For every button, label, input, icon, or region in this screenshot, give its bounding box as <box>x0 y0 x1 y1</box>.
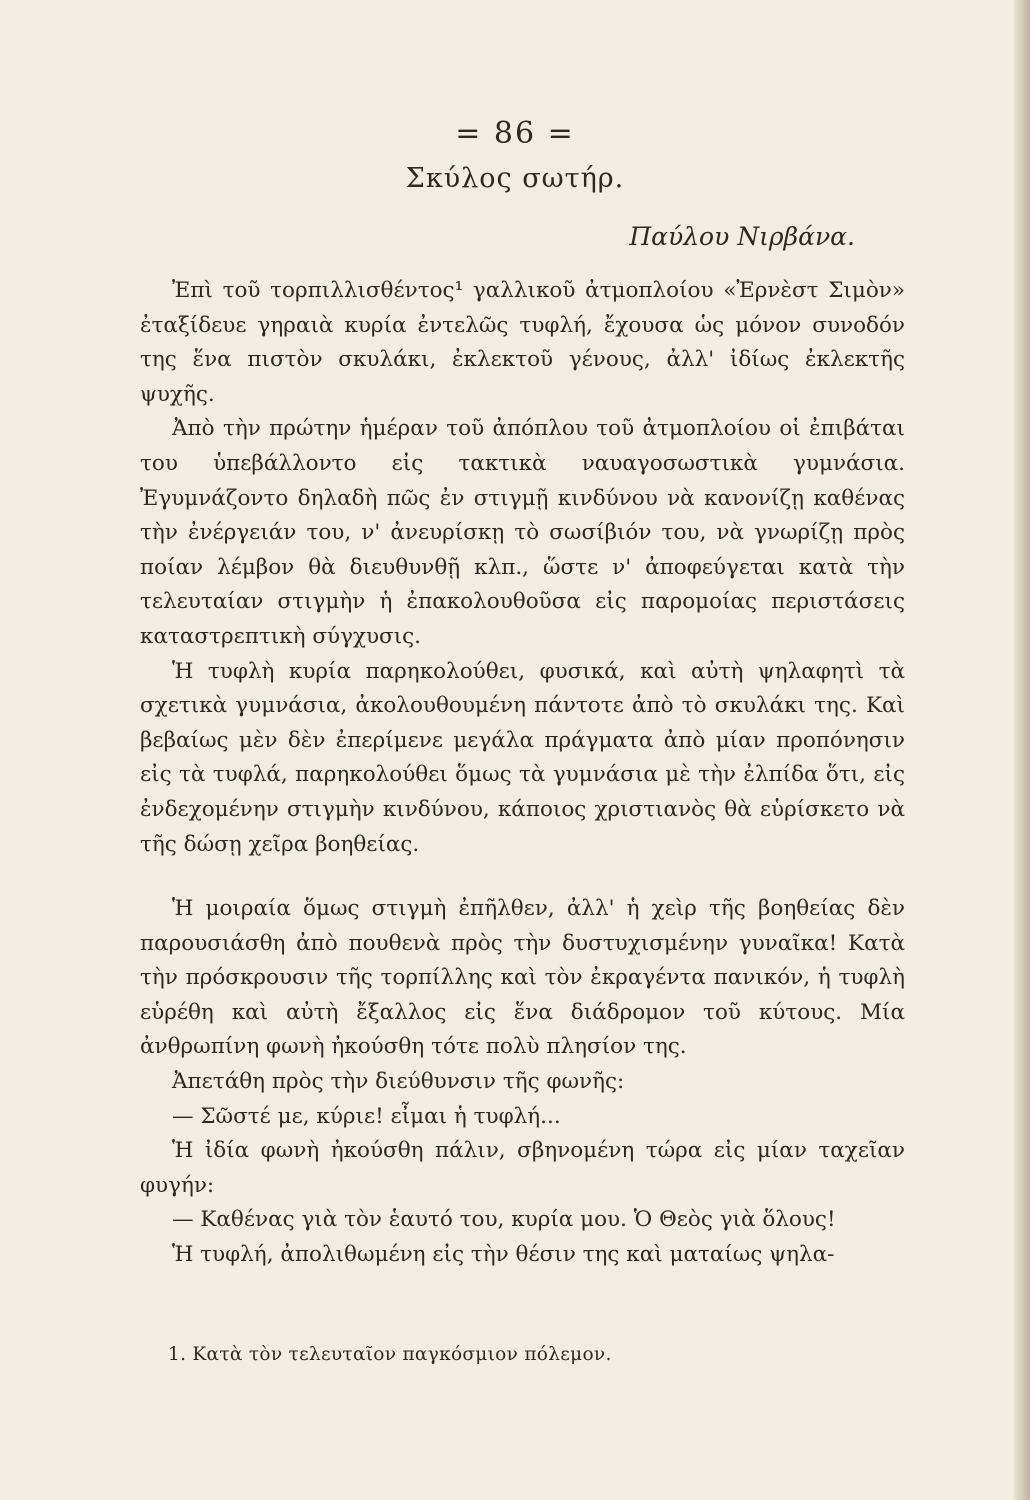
paragraph: Ἡ τυφλή, ἀπολιθωμένη εἰς τὴν θέσιν της καὶ ματαίως ψηλα- <box>172 1242 835 1268</box>
story-title: Σκύλος σωτήρ. <box>405 163 625 194</box>
dialogue-line: — Καθένας γιὰ τὸν ἑαυτό του, κυρία μου. Ὁ Θεὸς γιὰ ὅλους! <box>172 1207 836 1233</box>
dialogue-line: — Σῶστέ με, κύριε! εἶμαι ἡ τυφλή... <box>172 1103 561 1129</box>
page-number: = 86 = <box>455 116 575 151</box>
paragraph: Ἐπὶ τοῦ τορπιλλισθέντος¹ γαλλικοῦ ἀτμοπλοίου «Ἐρνὲστ Σιμὸν» ἐταξίδευε γηραιὰ κυρία ἐντελῶς τυφλή, ἔχουσα ὡς μόνον συνοδόν της ἕνα πιστὸν σκυλάκι, ἐκλεκτοῦ γένους, ἀλλ' ἰδίως ἐκλεκτῆς ψυχῆς. <box>140 278 905 407</box>
story-body <box>140 274 905 1273</box>
author-name: Παύλου Νιρβάνα. <box>629 222 855 251</box>
paragraph: Ἀπετάθη πρὸς τὴν διεύθυνσιν τῆς φωνῆς: <box>172 1069 625 1095</box>
page-binding-edge <box>1014 0 1030 1500</box>
paragraph: Ἀπὸ τὴν πρώτην ἡμέραν τοῦ ἀπόπλου τοῦ ἀτμοπλοίου οἱ ἐπιβάται του ὑπεβάλλοντο εἰς τακτικὰ ναυαγοσωστικὰ γυμνάσια. Ἐγυμνάζοντο δηλαδὴ πῶς ἐν στιγμῇ κινδύνου νὰ κανονίζῃ καθένας τὴν ἐνέργειάν του, ν' ἀνευρίσκῃ τὸ σωσίβιόν του, νὰ γνωρίζῃ πρὸς ποίαν λέμβον θὰ διευθυνθῇ κλπ., ὥστε ν' ἀποφεύγεται κατὰ τὴν τελευταίαν στιγμὴν ἡ ἐπακολουθοῦσα εἰς παρομοίας περιστάσεις καταστρεπτικὴ σύγχυσις. <box>140 416 905 649</box>
paragraph: Ἡ μοιραία ὅμως στιγμὴ ἐπῆλθεν, ἀλλ' ἡ χεὶρ τῆς βοηθείας δὲν παρουσιάσθη ἀπὸ πουθενὰ πρὸς τὴν δυστυχισμένην γυναῖκα! Κατὰ τὴν πρόσκρουσιν τῆς τορπίλλης καὶ τὸν ἐκραγέντα πανικόν, ἡ τυφλὴ εὑρέθη καὶ αὐτὴ ἔξαλλος εἰς ἕνα διάδρομον τοῦ κύτους. Μία ἀνθρωπίνη φωνὴ ἠκούσθη τότε πολὺ πλησίον της. <box>140 896 905 1060</box>
paragraph: Ἡ τυφλὴ κυρία παρηκολούθει, φυσικά, καὶ αὐτὴ ψηλαφητὶ τὰ σχετικὰ γυμνάσια, ἀκολουθουμένη πάντοτε ἀπὸ τὸ σκυλάκι της. Καὶ βεβαίως μὲν δὲν ἐπερίμενε μεγάλα πράγματα ἀπὸ μίαν προπόνησιν εἰς τὰ τυφλά, παρηκολούθει ὅμως τὰ γυμνάσια μὲ τὴν ἐλπίδα ὅτι, εἰς ἐνδεχομένην στιγμὴν κινδύνου, κάποιος χριστιανὸς θὰ εὑρίσκετο νὰ τῆς δώσῃ χεῖρα βοηθείας. <box>140 658 905 857</box>
footnote: 1. Κατὰ τὸν τελευταῖον παγκόσμιον πόλεμον. <box>168 1344 612 1365</box>
paragraph: Ἡ ἰδία φωνὴ ἠκούσθη πάλιν, σβηνομένη τώρα εἰς μίαν ταχεῖαν φυγήν: <box>140 1138 905 1198</box>
